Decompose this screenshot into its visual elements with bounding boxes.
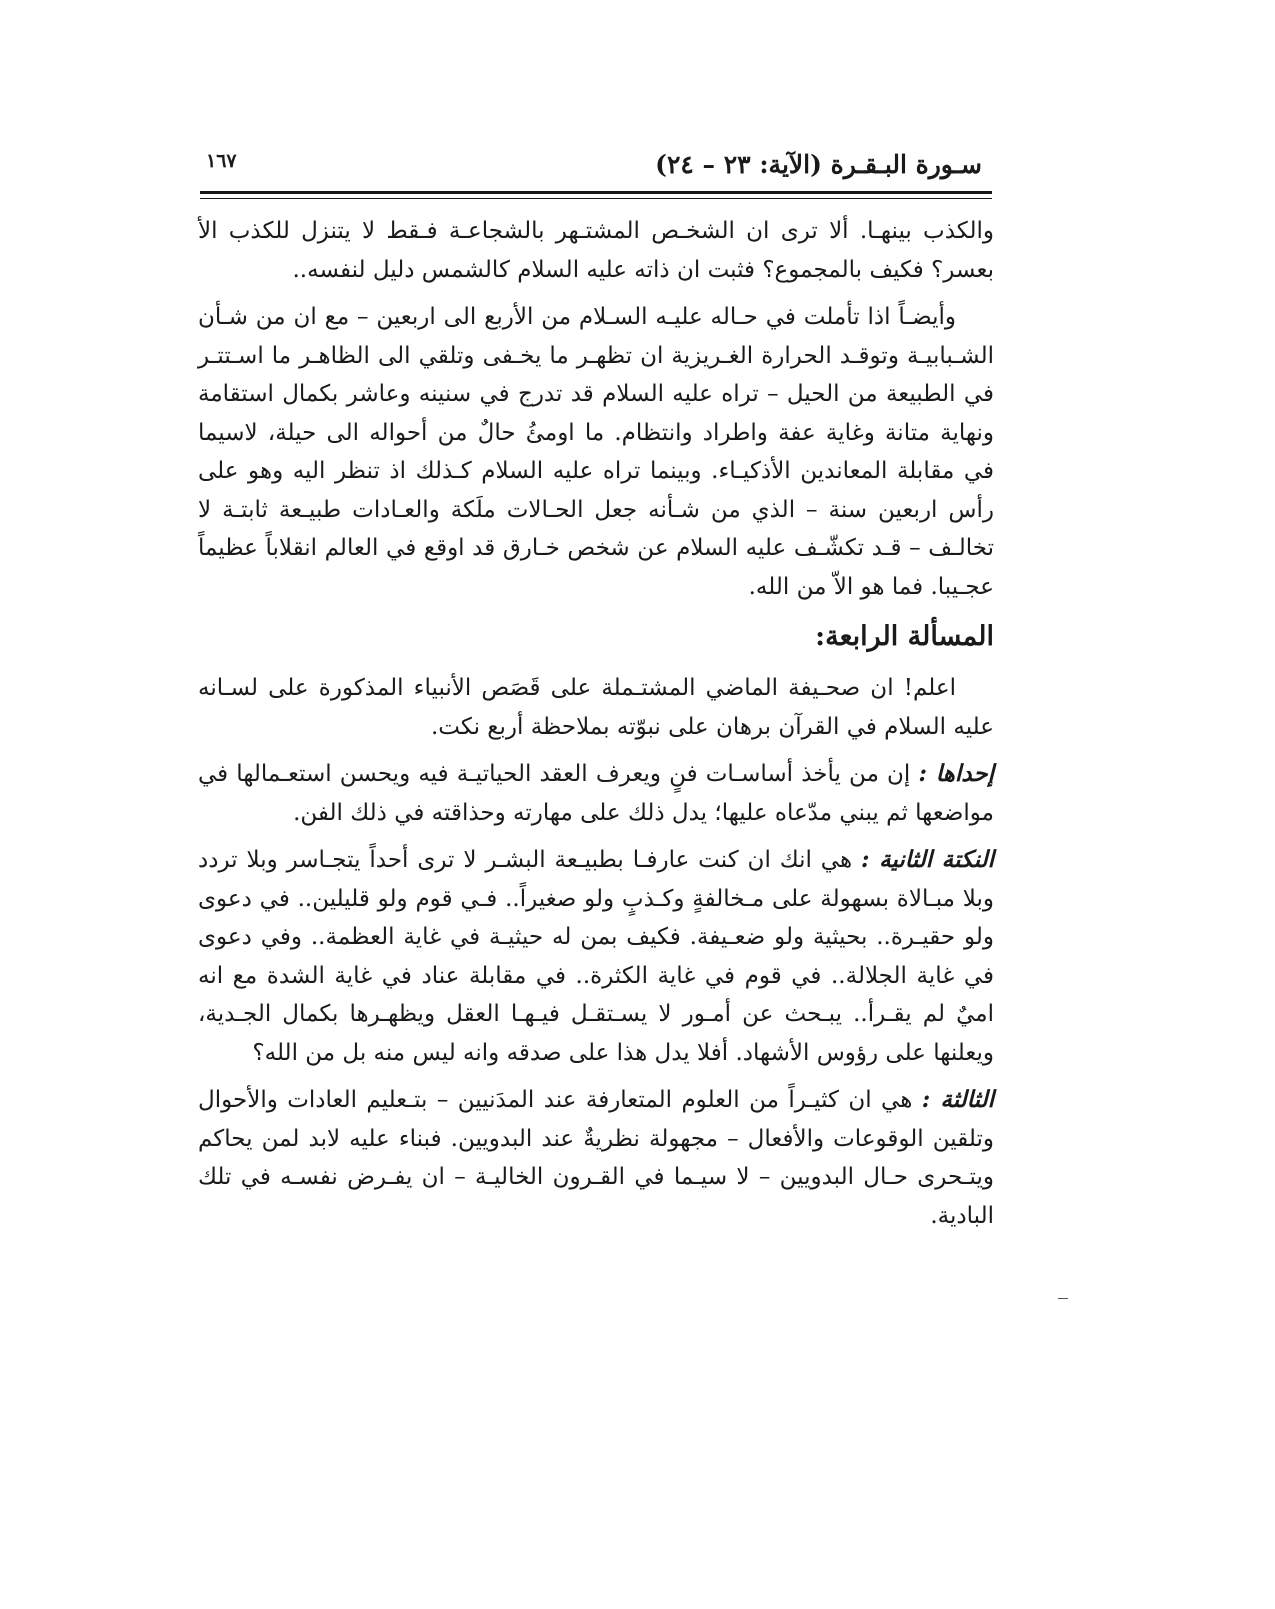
running-header: [200, 150, 990, 190]
header-rule-thin: [200, 198, 992, 199]
point-text: هي انك ان كنت عارفـا بطبيـعة البشـر لا ترى أحداً يتجـاسر وبلا تردد وبلا مبـالاة بسهولة على مـخالفةٍ وكـذبٍ ولو صغيراً.. فـي قوم ولو قليلين.. في دعوى ولو حقيـرة.. بحيثية ولو ضعـيفة. فكيف بمن له حيثيـة في غاية العظمة.. وفي دعوى في غاية الجلالة.. في قوم في غاية الكثرة.. في مقابلة عناد في غاية الشدة مع انه اميٌ لم يقـرأ.. يبـحث عن أمـور لا يسـتقـل فيـهـا العقل ويظهـرها بكمال الجـدية، ويعلنها على رؤوس الأشهاد. أفلا يدل هذا على صدقه وانه ليس منه بل من الله؟: [198, 847, 994, 1066]
point-third: [198, 1081, 994, 1235]
section-heading: المسألة الرابعة:: [815, 621, 994, 652]
point-text: هي ان كثيـراً من العلوم المتعارفة عند المدَنيين – بتـعليم العادات والأحوال وتلقين الوقوعات والأفعال – مجهولة نظريةٌ عند البدويين. فبناء عليه لابد لمن يحاكم ويتـحرى حـال البدويين – لا سيـما في القـرون الخاليـة – ان يفـرض نفسـه في تلك البادية.: [198, 1087, 994, 1229]
point-lead: إحداها :: [918, 760, 994, 787]
paragraph-text: اعلم! ان صحـيفة الماضي المشتـملة على قَصَص الأنبياء المذكورة على لسـانه عليه السلام في القرآن برهان على نبوّته بملاحظة أربع نكت.: [198, 675, 994, 740]
point-lead: النكتة الثانية :: [861, 846, 994, 873]
point-first: [198, 755, 994, 832]
paragraph-continuation: والكذب بينهـا. ألا ترى ان الشخـص المشتـهر بالشجاعـة فـقط لا يتنزل للكذب الأ بعسر؟ فكيف بالمجموع؟ فثبت ان ذاته عليه السلام كالشمس دليل لنفسه..: [198, 218, 994, 283]
point-text: إن من يأخذ أساسـات فنٍ ويعرف العقد الحياتيـة فيه ويحسن استعـمالها في مواضعها ثم يبني مدّعاه عليها؛ يدل ذلك على مهارته وحذاقته في ذلك الفن.: [198, 761, 994, 826]
page-number: ١٦٧: [206, 150, 237, 172]
paragraph-reflection: وأيضـاً اذا تأملت في حـاله عليـه السـلام من الأربع الى اربعين – مع ان من شـأن الشـبابيـة وتوقـد الحرارة الغـريزية ان تظهـر ما يخـفى وتلقي الى الظاهـر ما اسـتتـر في الطبيعة من الحيل – تراه عليه السلام قد تدرج في سنينه وعاشر بكمال استقامة ونهاية متانة وغاية عفة واطراد وانتظام. ما اومئُ حالٌ من أحواله الى حيلة، لاسيما في مقابلة المعاندين الأذكيـاء. وبينما تراه عليه السلام كـذلك اذ تنظر اليه وهو على رأس اربعين سنة – الذي من شـأنه جعل الحـالات ملَكة والعـادات طبيـعة ثابتـة لا تخالـف – قـد تكشّـف عليه السلام عن شخص خـارق قد اوقع في العالم انقلاباً عظيماً عجـيبا. فما هو الاّ من الله.: [198, 304, 994, 600]
point-second: [198, 841, 994, 1072]
header-rule-thick: [200, 191, 992, 194]
margin-mark: [1058, 1298, 1068, 1299]
paragraph-intro: [198, 669, 994, 746]
point-lead: الثالثة :: [921, 1086, 994, 1113]
surah-title: سـورة البـقـرة (الآية: ٢٣ – ٢٤): [655, 150, 982, 179]
body-text: [198, 212, 994, 1244]
